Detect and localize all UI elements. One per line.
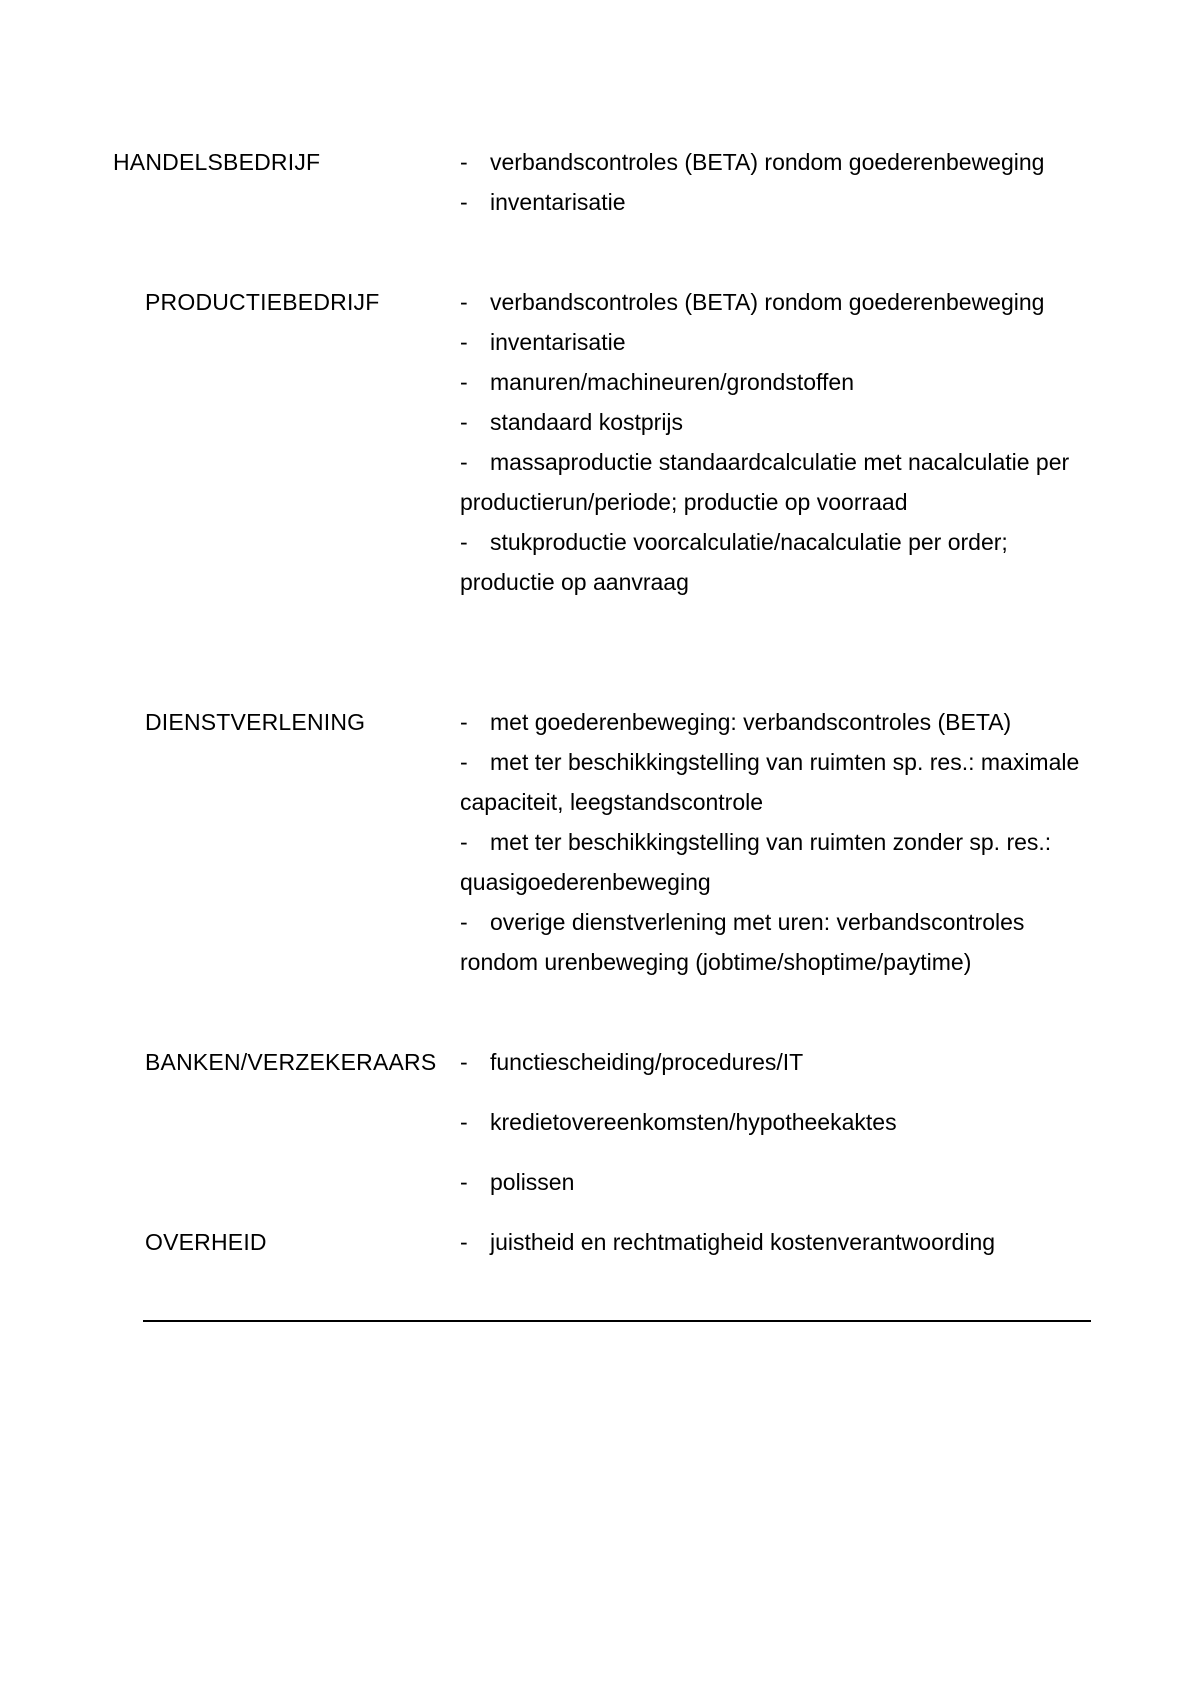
list-item [460,742,1100,822]
list-item [460,822,1100,902]
horizontal-rule [143,1320,1091,1322]
list-item [460,1162,1100,1202]
list-item [460,1042,1100,1082]
bullet-dash: - [460,189,468,215]
item-text: verbandscontroles (BETA) rondom goederenbeweging [490,289,1045,315]
bullet-dash: - [460,1049,468,1075]
item-text: massaproductie standaardcalculatie met nacalculatie per productierun/periode; productie op voorraad [460,449,1070,515]
list-item [460,702,1100,742]
list-item [460,282,1100,322]
list-item [460,322,1100,362]
list-item [460,1222,1100,1262]
item-text: functiescheiding/procedures/IT [490,1049,804,1075]
item-text: kredietovereenkomsten/hypotheekaktes [490,1109,897,1135]
item-text: inventarisatie [490,189,626,215]
bullet-dash: - [460,529,468,555]
bullet-dash: - [460,829,468,855]
item-text: inventarisatie [490,329,626,355]
section-label: PRODUCTIEBEDRIJF [145,289,380,315]
bullet-dash: - [460,1229,468,1255]
bullet-dash: - [460,449,468,475]
list-item [460,182,1100,222]
section-label: BANKEN/VERZEKERAARS [145,1049,437,1075]
bullet-dash: - [460,289,468,315]
item-list [460,1042,1100,1202]
item-list [460,702,1100,982]
list-item [460,402,1100,442]
bullet-dash: - [460,1109,468,1135]
bullet-dash: - [460,329,468,355]
bullet-dash: - [460,149,468,175]
item-text: manuren/machineuren/grondstoffen [490,369,854,395]
list-item [460,442,1100,522]
list-item [460,522,1100,602]
item-text: polissen [490,1169,575,1195]
list-item [460,362,1100,402]
list-item [460,1102,1100,1142]
item-list [460,142,1100,222]
item-text: met ter beschikkingstelling van ruimten zonder sp. res.: quasigoederenbeweging [460,829,1052,895]
item-list [460,1222,1100,1262]
bullet-dash: - [460,909,468,935]
bullet-dash: - [460,369,468,395]
section-label: DIENSTVERLENING [145,709,366,735]
bullet-dash: - [460,749,468,775]
bullet-dash: - [460,709,468,735]
bullet-dash: - [460,1169,468,1195]
item-text: overige dienstverlening met uren: verbandscontroles rondom urenbeweging (jobtime/shoptime/paytime) [460,909,1025,975]
item-text: juistheid en rechtmatigheid kostenverantwoording [490,1229,996,1255]
section-label: HANDELSBEDRIJF [113,149,321,175]
item-text: stukproductie voorcalculatie/nacalculatie per order; productie op aanvraag [460,529,1008,595]
item-list [460,282,1100,602]
list-item [460,902,1100,982]
list-item [460,142,1100,182]
bullet-dash: - [460,409,468,435]
item-text: met ter beschikkingstelling van ruimten sp. res.: maximale capaciteit, leegstandscontrole [460,749,1080,815]
item-text: met goederenbeweging: verbandscontroles (BETA) [490,709,1012,735]
item-text: verbandscontroles (BETA) rondom goederenbeweging [490,149,1045,175]
item-text: standaard kostprijs [490,409,684,435]
section-label: OVERHEID [145,1229,267,1255]
